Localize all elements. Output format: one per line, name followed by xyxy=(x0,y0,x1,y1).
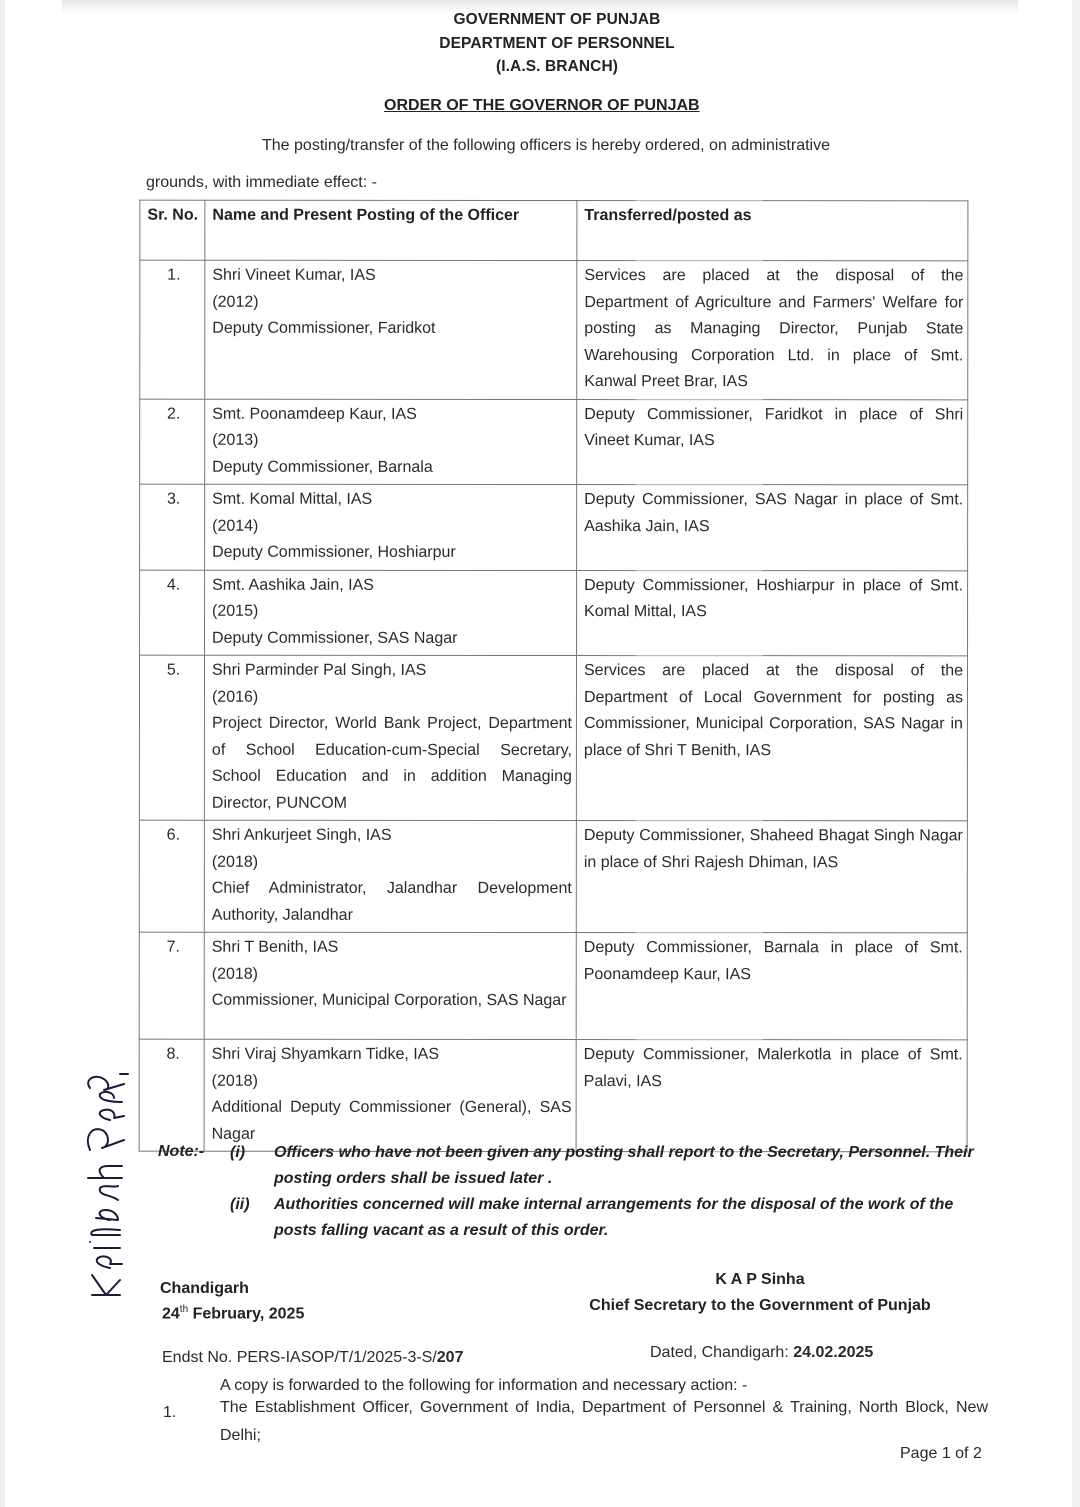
copy-forwarded-line: A copy is forwarded to the following for information and necessary action: - xyxy=(220,1377,748,1394)
order-title: ORDER OF THE GOVERNOR OF PUNJAB xyxy=(384,97,700,114)
endst-number: 207 xyxy=(436,1349,464,1366)
note-number: (i) xyxy=(230,1144,246,1161)
sr-cell: 7. xyxy=(139,932,204,1039)
table-header-row xyxy=(140,200,968,261)
officer-name: Shri Vineet Kumar, IAS xyxy=(212,266,376,284)
handwritten-signature xyxy=(70,1070,130,1300)
note-text: Officers who have not been given any posting shall report to the Secretary, Personnel. Their posting orders shall be issued later . xyxy=(274,1144,974,1187)
endst-prefix: Endst No. PERS-IASOP/T/1/2025-3-S/ xyxy=(162,1349,437,1366)
officer-name: Shri Parminder Pal Singh, IAS xyxy=(211,661,427,679)
table-row xyxy=(139,1039,967,1152)
officer-name: Smt. Aashika Jain, IAS xyxy=(212,576,374,594)
present-posting: Deputy Commissioner, Hoshiarpur xyxy=(212,543,456,561)
officer-name: Smt. Komal Mittal, IAS xyxy=(212,490,373,508)
table-row xyxy=(139,932,967,1040)
officer-batch: (2015) xyxy=(212,602,259,620)
sr-cell: 1. xyxy=(140,260,205,399)
sr-cell: 3. xyxy=(140,484,205,570)
transfer-cell: Services are placed at the disposal of the Department of Agriculture and Farmers' Welfare for posting as Managing Director, Punjab State Warehousing Corporation Ltd. in place of Smt. Kanwal Preet Brar, IAS xyxy=(577,261,968,400)
officer-cell xyxy=(205,260,577,399)
officer-name: Shri Ankurjeet Singh, IAS xyxy=(211,826,392,844)
date-day: 24 xyxy=(162,1305,180,1323)
sr-cell: 2. xyxy=(140,399,205,485)
table-row xyxy=(140,399,968,485)
issue-place: Chandigarh xyxy=(160,1280,249,1297)
sr-cell: 8. xyxy=(139,1039,204,1151)
page-number: Page 1 of 2 xyxy=(900,1445,982,1462)
endorsement-number xyxy=(162,1349,463,1367)
header-government: GOVERNMENT OF PUNJAB xyxy=(453,11,661,28)
transfer-table xyxy=(139,200,969,1153)
transfer-cell: Services are placed at the disposal of the Department of Local Government for posting as Commissioner, Municipal Corporation, SAS Nagar in place of Shri T Benith, IAS xyxy=(576,656,967,821)
endorsement-date xyxy=(650,1344,873,1362)
present-posting: Project Director, World Bank Project, Department of School Education-cum-Special Secretary, School Education and in addition Managing Director, PUNCOM xyxy=(211,714,572,812)
signer-name: K A P Sinha xyxy=(715,1271,805,1288)
officer-name: Shri Viraj Shyamkarn Tidke, IAS xyxy=(211,1045,440,1063)
officer-batch: (2016) xyxy=(211,688,259,706)
header-transferred: Transferred/posted as xyxy=(577,201,968,261)
transfer-cell: Deputy Commissioner, Faridkot in place of Shri Vineet Kumar, IAS xyxy=(577,399,968,485)
table-row xyxy=(140,260,968,399)
intro-line-2: grounds, with immediate effect: - xyxy=(146,174,377,191)
table-row xyxy=(139,820,967,933)
officer-cell xyxy=(204,655,576,820)
transfer-cell: Deputy Commissioner, Hoshiarpur in place of Smt. Komal Mittal, IAS xyxy=(577,570,968,656)
dated-value: 24.02.2025 xyxy=(793,1344,874,1361)
officer-name: Smt. Poonamdeep Kaur, IAS xyxy=(212,405,417,423)
transfer-cell: Deputy Commissioner, Malerkotla in place of Smt. Palavi, IAS xyxy=(576,1040,967,1152)
intro-line-1: The posting/transfer of the following officers is hereby ordered, on administrative xyxy=(262,137,830,154)
present-posting: Commissioner, Municipal Corporation, SAS Nagar xyxy=(211,991,567,1010)
officer-cell xyxy=(204,1039,576,1151)
note-label: Note:- xyxy=(158,1143,205,1160)
sr-cell: 6. xyxy=(139,820,204,932)
transfer-cell: Deputy Commissioner, Barnala in place of Smt. Poonamdeep Kaur, IAS xyxy=(576,933,967,1040)
forward-item-text: The Establishment Officer, Government of India, Department of Personnel & Training, North Block, New Delhi; xyxy=(220,1399,988,1444)
issue-date xyxy=(162,1304,304,1323)
officer-cell xyxy=(205,484,577,570)
table-row xyxy=(139,655,967,821)
dated-prefix: Dated, Chandigarh: xyxy=(650,1344,794,1361)
date-suffix: th xyxy=(179,1304,189,1315)
header-branch: (I.A.S. BRANCH) xyxy=(495,58,619,75)
date-rest: February, 2025 xyxy=(188,1305,305,1323)
officer-batch: (2013) xyxy=(212,431,259,449)
officer-batch: (2018) xyxy=(211,1072,258,1090)
sr-cell: 4. xyxy=(140,570,205,656)
officer-batch: (2018) xyxy=(211,853,259,871)
officer-batch: (2014) xyxy=(212,517,259,535)
officer-batch: (2012) xyxy=(212,293,259,311)
header-department: DEPARTMENT OF PERSONNEL xyxy=(439,35,675,52)
forward-item-number: 1. xyxy=(163,1404,177,1421)
signer-title: Chief Secretary to the Government of Punjab xyxy=(589,1297,931,1314)
table-row xyxy=(140,570,968,656)
header-name-posting: Name and Present Posting of the Officer xyxy=(205,200,577,260)
officer-name: Shri T Benith, IAS xyxy=(211,938,339,956)
officer-cell xyxy=(205,570,577,656)
note-text: Authorities concerned will make internal arrangements for the disposal of the work of the posts falling vacant as a result of this order. xyxy=(274,1196,954,1239)
present-posting: Chief Administrator, Jalandhar Development Authority, Jalandhar xyxy=(211,879,572,924)
officer-cell xyxy=(205,399,577,485)
transfer-cell: Deputy Commissioner, SAS Nagar in place of Smt. Aashika Jain, IAS xyxy=(577,485,968,571)
present-posting: Additional Deputy Commissioner (General), SAS Nagar xyxy=(211,1098,572,1143)
transfer-cell: Deputy Commissioner, Shaheed Bhagat Singh Nagar in place of Shri Rajesh Dhiman, IAS xyxy=(576,821,967,933)
present-posting: Deputy Commissioner, Faridkot xyxy=(212,319,436,337)
officer-cell xyxy=(204,932,576,1039)
present-posting: Deputy Commissioner, Barnala xyxy=(212,458,433,476)
officer-batch: (2018) xyxy=(211,965,258,983)
header-sr-no: Sr. No. xyxy=(140,200,205,260)
note-number: (ii) xyxy=(230,1196,250,1213)
present-posting: Deputy Commissioner, SAS Nagar xyxy=(212,629,458,647)
sr-cell: 5. xyxy=(139,655,204,820)
officer-cell xyxy=(204,820,576,932)
table-row xyxy=(140,484,968,570)
